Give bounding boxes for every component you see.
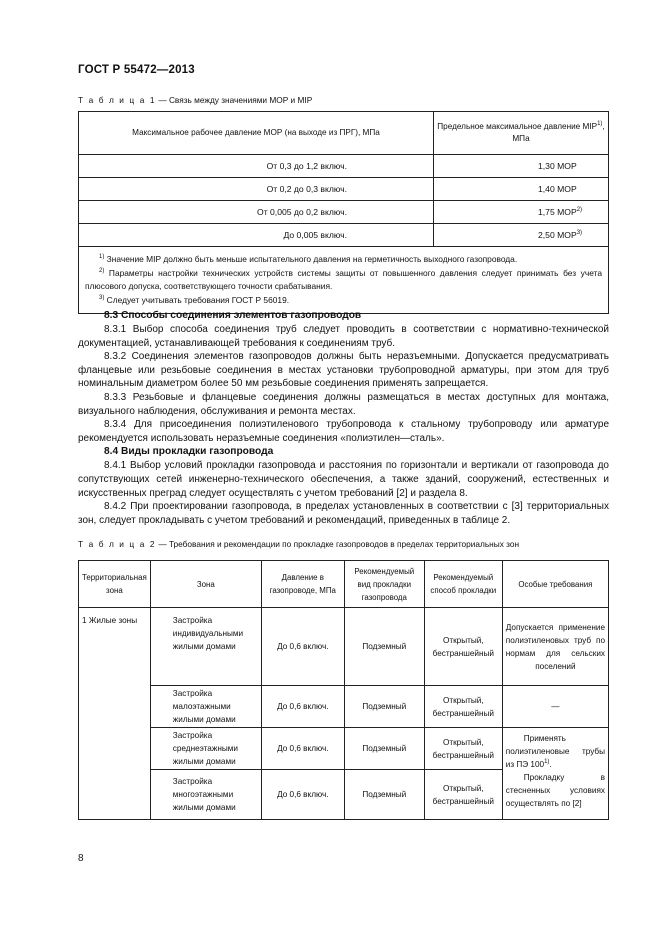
table2-header-zone: Зона xyxy=(150,561,261,608)
table2-type: Подземный xyxy=(344,728,424,770)
table2-special-cramped: Прокладку в стесненных условиях осуществлять по [2] xyxy=(505,773,605,808)
table1-notes xyxy=(79,247,609,314)
table2-pressure: До 0,6 включ. xyxy=(261,770,344,820)
table1-row xyxy=(79,155,609,178)
table2-zone: Застройка индивидуальными жилыми домами xyxy=(150,608,261,686)
table2-type: Подземный xyxy=(344,608,424,686)
body-text xyxy=(78,309,609,527)
table1-range: До 0,005 включ. xyxy=(79,224,434,247)
table2-row xyxy=(79,686,609,728)
table2-header-territory: Территориальная зона xyxy=(79,561,151,608)
table1-note: $^{2)}$ Параметры настройки технических устройств системы защиты от повышенного давления следует принимать без учета плюсового допуска, соответствующего точности срабатывания. xyxy=(85,267,602,291)
paragraph-8-3-2: 8.3.2 Соединения элементов газопроводов должны быть неразъемными. Допускается предусматривать фланцевые или резьбовые соединения в местах установки трубопроводной арматуры, при этом для труб номинальным диаметром более 50 мм резьбовые соединения применять запрещается. xyxy=(78,351,609,390)
table2-special: — xyxy=(502,686,608,728)
table2-row xyxy=(79,608,609,686)
table2-header-method: Рекомендуемый способ прокладки xyxy=(424,561,502,608)
table1-note: $^{1)}$ Значение МIР должно быть меньше испытательного давления на герметичность выходного газопровода. xyxy=(99,254,518,264)
table1-value: 1,75 МОР$^{2)}$ xyxy=(434,201,609,224)
table2-method: Открытый, бестраншейный xyxy=(424,686,502,728)
table1-value: 1,40 МОР xyxy=(434,178,609,201)
table2-special xyxy=(502,728,608,820)
table2-zone: Застройка многоэтажными жилыми домами xyxy=(150,770,261,820)
table2-type: Подземный xyxy=(344,770,424,820)
page-number: 8 xyxy=(78,853,84,864)
table2-method: Открытый, бестраншейный xyxy=(424,770,502,820)
table1-header-mop: Максимальное рабочее давление МОР (на выходе из ПРГ), МПа xyxy=(79,112,434,155)
paragraph-8-4-2: 8.4.2 При проектировании газопровода, в пределах установленных в соответствии с [3] территориальных зон, следует прокладывать с учетом требований и рекомендаций, приведенных в таблице 2. xyxy=(78,501,609,526)
table1-value: 2,50 МОР$^{3)}$ xyxy=(434,224,609,247)
table2-header-row xyxy=(79,561,609,608)
table1-value: 1,30 МОР xyxy=(434,155,609,178)
table2-pressure: До 0,6 включ. xyxy=(261,728,344,770)
standard-header: ГОСТ Р 55472—2013 xyxy=(78,64,195,76)
table1-note: $^{3)}$ Следует учитывать требования ГОСТ Р 56019. xyxy=(99,294,290,305)
table2-label: Т а б л и ц а 2 xyxy=(78,539,157,549)
table2-zone: Застройка среднеэтажными жилыми домами xyxy=(150,728,261,770)
table1-label: Т а б л и ц а 1 xyxy=(78,95,157,105)
table1-header-row xyxy=(79,112,609,155)
table2-special: Допускается применение полиэтиленовых труб по нормам для сельских поселений xyxy=(502,608,608,686)
table-1 xyxy=(78,111,609,314)
table1-range: От 0,005 до 0,2 включ. xyxy=(79,201,434,224)
table2-type: Подземный xyxy=(344,686,424,728)
table2-header-type: Рекомендуемый вид прокладки газопровода xyxy=(344,561,424,608)
table2-method: Открытый, бестраншейный xyxy=(424,728,502,770)
table2-header-pressure: Давление в газопроводе, МПа xyxy=(261,561,344,608)
table1-row xyxy=(79,178,609,201)
paragraph-8-3-3: 8.3.3 Резьбовые и фланцевые соединения должны размещаться в местах доступных для монтажа, визуального наблюдения, обслуживания и ремонта местах. xyxy=(78,391,609,417)
paragraph-8-3-1: 8.3.1 Выбор способа соединения труб следует проводить в соответствии с нормативно-технической документацией, устанавливающей требования к соединениям труб. xyxy=(78,324,609,349)
paragraph-8-3-4: 8.3.4 Для присоединения полиэтиленового трубопровода к стальному трубопроводу или арматуре рекомендуется использовать неразъемные соединения «полиэтилен—сталь». xyxy=(78,419,609,444)
table1-caption xyxy=(78,95,312,105)
table2-pressure: До 0,6 включ. xyxy=(261,608,344,686)
table1-header-mip: Предельное максимальное давление МIР$^{1)}$, МПа xyxy=(434,112,609,155)
table2-territory: 1 Жилые зоны xyxy=(79,608,151,820)
table1-row xyxy=(79,201,609,224)
table1-caption-text: — Связь между значениями МОР и МIР xyxy=(156,95,313,105)
table2-caption xyxy=(78,539,519,549)
table2-pressure: До 0,6 включ. xyxy=(261,686,344,728)
table2-zone: Застройка малоэтажными жилыми домами xyxy=(150,686,261,728)
section-8-3-title: 8.3 Способы соединения элементов газопроводов xyxy=(104,310,362,321)
table2-caption-text: — Требования и рекомендации по прокладке газопроводов в пределах территориальных зон xyxy=(156,539,520,549)
table1-range: От 0,2 до 0,3 включ. xyxy=(79,178,434,201)
table2-header-special: Особые требования xyxy=(502,561,608,608)
section-8-4-title: 8.4 Виды прокладки газопровода xyxy=(104,446,274,458)
paragraph-8-4-1: 8.4.1 Выбор условий прокладки газопровода и расстояния по горизонтали и вертикали от газопровода до сопутствующих сетей инженерно-технического обеспечения, а также зданий, сооружений, естественных и искусственных преград следует осуществлять с учетом требований [2] и раздела 8. xyxy=(78,460,609,499)
table2-method: Открытый, бестраншейный xyxy=(424,608,502,686)
table1-row xyxy=(79,224,609,247)
table2-row xyxy=(79,728,609,770)
table1-range: От 0,3 до 1,2 включ. xyxy=(79,155,434,178)
table2-special-pe100: Применять полиэтиленовые трубы из ПЭ 100$^{1)}$. xyxy=(505,734,605,769)
table1-notes-row xyxy=(79,247,609,314)
table-2 xyxy=(78,560,609,820)
